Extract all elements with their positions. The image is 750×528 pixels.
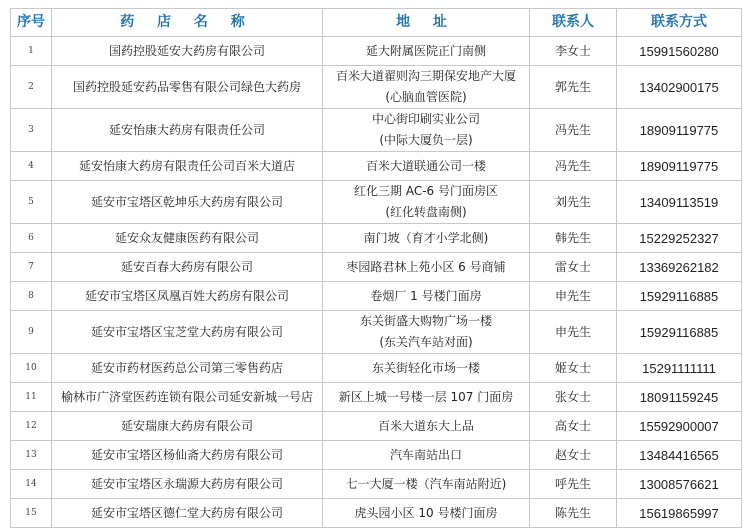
contact-phone: 15929116885	[617, 311, 742, 354]
pharmacy-address	[323, 499, 530, 528]
address-line: 延大附属医院正门南侧	[365, 43, 486, 58]
row-index: 1	[11, 37, 52, 66]
address-line: 百米大道翟则沟三期保安地产大厦	[335, 69, 516, 83]
row-index: 13	[11, 441, 52, 470]
address-line: 百米大道联通公司一楼	[365, 158, 486, 173]
pharmacy-address	[323, 354, 530, 383]
address-line: 东关街盛大购物广场一楼	[359, 314, 492, 328]
address-line: 中心街印刷实业公司	[371, 112, 480, 126]
address-line: 七一大厦一楼（汽车南站附近)	[345, 476, 507, 491]
table-row	[11, 253, 742, 282]
contact-phone: 18909119775	[617, 152, 742, 181]
pharmacy-name: 延安瑞康大药房有限公司	[52, 412, 323, 441]
row-index: 15	[11, 499, 52, 528]
address-line: 东关街轻化市场一楼	[371, 360, 480, 375]
pharmacy-name: 延安市宝塔区永瑞源大药房有限公司	[52, 470, 323, 499]
table-row	[11, 109, 742, 152]
contact-phone: 13008576621	[617, 470, 742, 499]
contact-person: 张女士	[530, 383, 617, 412]
pharmacy-name: 延安怡康大药房有限责任公司百米大道店	[52, 152, 323, 181]
pharmacy-name: 榆林市广济堂医药连锁有限公司延安新城一号店	[52, 383, 323, 412]
contact-phone: 13402900175	[617, 66, 742, 109]
table-row	[11, 383, 742, 412]
row-index: 10	[11, 354, 52, 383]
pharmacy-address	[323, 152, 530, 181]
contact-person: 刘先生	[530, 181, 617, 224]
pharmacy-name: 延安百春大药房有限公司	[52, 253, 323, 282]
table-row	[11, 470, 742, 499]
contact-phone: 15229252327	[617, 224, 742, 253]
header-index: 序号	[11, 9, 52, 37]
pharmacy-name: 国药控股延安药品零售有限公司绿色大药房	[52, 66, 323, 109]
contact-phone: 15991560280	[617, 37, 742, 66]
address-line: 南门坡（育才小学北侧)	[363, 230, 489, 245]
address-line: 新区上城一号楼一层 107 门面房	[338, 389, 514, 404]
table-row	[11, 181, 742, 224]
pharmacy-address	[323, 311, 530, 354]
contact-phone: 15929116885	[617, 282, 742, 311]
header-address: 地 址	[323, 9, 530, 37]
table-row	[11, 499, 742, 528]
contact-phone: 13409113519	[617, 181, 742, 224]
pharmacy-address	[323, 441, 530, 470]
row-index: 3	[11, 109, 52, 152]
pharmacy-address	[323, 109, 530, 152]
pharmacy-address	[323, 66, 530, 109]
table-row	[11, 224, 742, 253]
contact-person: 郭先生	[530, 66, 617, 109]
pharmacy-address	[323, 412, 530, 441]
pharmacy-name: 延安市宝塔区宝芝堂大药房有限公司	[52, 311, 323, 354]
pharmacy-name: 延安市宝塔区凤凰百姓大药房有限公司	[52, 282, 323, 311]
pharmacy-address	[323, 181, 530, 224]
address-line: 卷烟厂 1 号楼门面房	[370, 288, 482, 303]
pharmacy-name: 延安怡康大药房有限责任公司	[52, 109, 323, 152]
contact-person: 陈先生	[530, 499, 617, 528]
contact-person: 冯先生	[530, 152, 617, 181]
contact-person: 高女士	[530, 412, 617, 441]
row-index: 2	[11, 66, 52, 109]
pharmacy-name: 延安市宝塔区乾坤乐大药房有限公司	[52, 181, 323, 224]
header-phone: 联系方式	[617, 9, 742, 37]
table-row	[11, 152, 742, 181]
address-line: 红化三期 AC-6 号门面房区	[354, 184, 498, 198]
row-index: 5	[11, 181, 52, 224]
contact-phone: 18091159245	[617, 383, 742, 412]
table-header	[11, 9, 742, 37]
row-index: 6	[11, 224, 52, 253]
table-row	[11, 354, 742, 383]
address-line: 汽车南站出口	[389, 447, 462, 462]
contact-person: 赵女士	[530, 441, 617, 470]
address-line: (心脑血管医院)	[385, 90, 467, 104]
pharmacy-name: 国药控股延安大药房有限公司	[52, 37, 323, 66]
contact-phone: 13484416565	[617, 441, 742, 470]
row-index: 9	[11, 311, 52, 354]
table-row	[11, 282, 742, 311]
pharmacy-address	[323, 224, 530, 253]
table-row	[11, 37, 742, 66]
header-contact: 联系人	[530, 9, 617, 37]
pharmacy-table	[10, 8, 742, 528]
address-line: 虎头园小区 10 号楼门面房	[354, 505, 498, 520]
address-line: (东关汽车站对面)	[379, 335, 473, 349]
table-row	[11, 412, 742, 441]
contact-person: 申先生	[530, 311, 617, 354]
pharmacy-address	[323, 470, 530, 499]
address-line: (中际大厦负一层)	[379, 133, 473, 147]
table-row	[11, 311, 742, 354]
row-index: 7	[11, 253, 52, 282]
contact-person: 李女士	[530, 37, 617, 66]
contact-phone: 18909119775	[617, 109, 742, 152]
pharmacy-name: 延安市宝塔区杨仙斋大药房有限公司	[52, 441, 323, 470]
pharmacy-address	[323, 37, 530, 66]
header-name: 药 店 名 称	[52, 9, 323, 37]
pharmacy-name: 延安市宝塔区德仁堂大药房有限公司	[52, 499, 323, 528]
address-line: 枣园路君林上苑小区 6 号商铺	[346, 259, 506, 274]
pharmacy-address	[323, 282, 530, 311]
row-index: 8	[11, 282, 52, 311]
contact-person: 申先生	[530, 282, 617, 311]
contact-person: 呼先生	[530, 470, 617, 499]
row-index: 14	[11, 470, 52, 499]
contact-person: 冯先生	[530, 109, 617, 152]
pharmacy-address	[323, 383, 530, 412]
table-row	[11, 441, 742, 470]
pharmacy-name: 延安市药材医药总公司第三零售药店	[52, 354, 323, 383]
address-line: (红化转盘南侧)	[385, 205, 467, 219]
row-index: 12	[11, 412, 52, 441]
contact-phone: 15619865997	[617, 499, 742, 528]
contact-phone: 15592900007	[617, 412, 742, 441]
pharmacy-name: 延安众友健康医药有限公司	[52, 224, 323, 253]
contact-phone: 15291111111	[617, 354, 742, 383]
contact-person: 韩先生	[530, 224, 617, 253]
table-row	[11, 66, 742, 109]
contact-person: 姬女士	[530, 354, 617, 383]
row-index: 11	[11, 383, 52, 412]
row-index: 4	[11, 152, 52, 181]
contact-phone: 13369262182	[617, 253, 742, 282]
pharmacy-address	[323, 253, 530, 282]
address-line: 百米大道东大上品	[377, 418, 474, 433]
contact-person: 雷女士	[530, 253, 617, 282]
